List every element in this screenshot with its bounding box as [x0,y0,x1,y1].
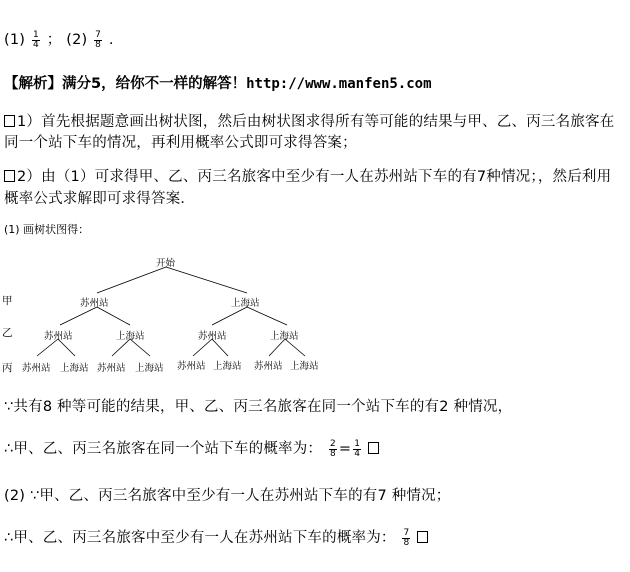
tree-node-l3: 上海站 [213,361,242,372]
answer-line [4,28,114,50]
tree-node-l1: 上海站 [231,298,260,309]
prob1-fraction-a [329,440,337,459]
answer-part1-fraction [32,31,40,50]
tree-node-l2: 苏州站 [198,331,227,342]
tree-row-label: 丙 [2,362,13,374]
tree-node-l1: 苏州站 [80,298,109,309]
prob2-fraction [402,529,410,548]
tree-node-l3: 苏州站 [22,363,51,374]
prob2-text: ∴甲、乙、丙三名旅客中至少有一人在苏州站下车的概率为： [4,530,396,546]
fraction-denominator: 8 [95,39,102,50]
answer-part1-label: (1) [4,32,26,48]
answer-end: . [108,32,114,48]
analysis-tag: 【解析】 [4,76,62,92]
analysis-p2-text: 2）由（1）可求得甲、乙、丙三名旅客中至少有一人在苏州站下车的有7种情况；，然后利用 [17,169,612,185]
tree-row-label: 乙 [2,327,13,339]
solution-prob1-line [4,437,381,459]
placeholder-box-icon [417,531,428,543]
prob1-text: ∴甲、乙、丙三名旅客在同一个站下车的概率为： [4,441,323,457]
fraction-numerator: 7 [95,29,102,40]
tree-node-l3: 上海站 [60,363,89,374]
answer-part2-fraction [94,31,102,50]
prob1-equals: = [338,441,352,457]
header-slogan: 满分5，给你不一样的解答！ [62,76,247,92]
analysis-p1-line2: 同一个站下车的情况，再利用概率公式即可求得答案； [4,135,357,151]
solution-prob2-line [4,526,430,548]
tree-node-root: 开始 [156,258,176,269]
tree-row-label: 甲 [2,295,13,307]
fraction-denominator: 8 [403,537,410,548]
solution-total-line: ∵共有8 种等可能的结果，甲、乙、丙三名旅客在同一个站下车的有2 种情况， [4,399,513,415]
analysis-p2-line1 [4,165,611,186]
answer-separator: ； [46,32,62,48]
tree-node-l3: 苏州站 [254,361,283,372]
placeholder-box-icon [4,115,15,127]
tree-node-l3: 上海站 [290,361,319,372]
tree-node-l3: 苏州站 [177,361,206,372]
solution-part2-line: (2) ∵甲、乙、丙三名旅客中至少有一人在苏州站下车的有7 种情况； [4,488,451,504]
fraction-denominator: 4 [32,39,39,50]
fraction-numerator: 1 [32,29,39,40]
fraction-denominator: 8 [329,448,336,459]
fraction-numerator: 1 [354,438,361,449]
placeholder-box-icon [368,442,379,454]
tree-node-l2: 上海站 [270,331,299,342]
header-url: http://www.manfen5.com [246,76,432,92]
tree-node-l2: 苏州站 [44,331,73,342]
analysis-p1-text: 1）首先根据题意画出树状图，然后由树状图求得所有等可能的结果与甲、乙、丙三名旅客在 [17,114,615,130]
tree-node-l2: 上海站 [116,331,145,342]
placeholder-box-icon [4,170,15,182]
answer-part2-label: (2) [66,32,88,48]
analysis-p2-line2: 概率公式求解即可求得答案． [4,191,196,207]
tree-node-l3: 上海站 [135,363,164,374]
analysis-header [4,72,432,93]
prob1-fraction-b [353,440,361,459]
tree-node-l3: 苏州站 [97,363,126,374]
analysis-p1-line1 [4,110,614,131]
tree-intro: (1) 画树状图得： [4,223,90,236]
fraction-numerator: 2 [329,438,336,449]
fraction-denominator: 4 [354,448,361,459]
fraction-numerator: 7 [403,527,410,538]
